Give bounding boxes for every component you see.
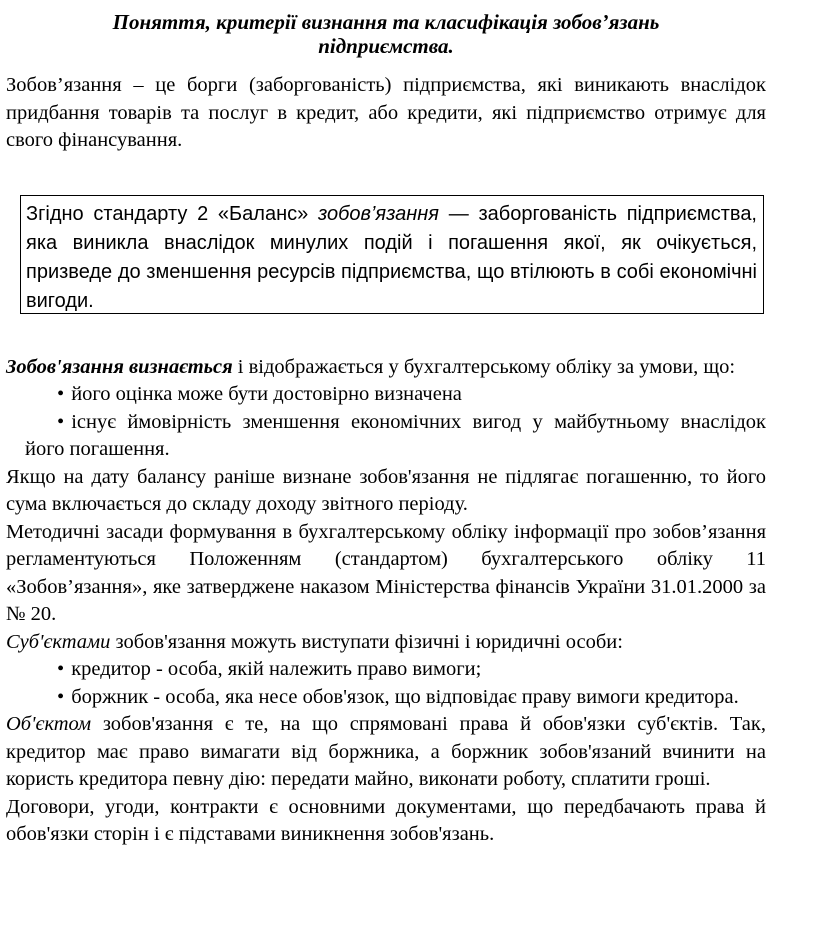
object-paragraph (6, 711, 766, 794)
bullet-icon: • (57, 410, 65, 433)
standard-text-post: — заборгованість підприємства, яка виникла внаслідок минулих подій і погашення якої, як очікується, призведе до зменшення ресурсів підприємства, що втілюють в собі економічні вигоди. (26, 202, 757, 312)
recognition-bullet-2-text: існує ймовірність зменшення економічних вигод у майбутньому внаслідок його погашення. (25, 410, 766, 461)
recognition-bullet-1 (25, 381, 766, 409)
subjects-rest: зобов'язання можуть виступати фізичні і юридичні особи: (110, 630, 623, 653)
standard-definition-text (26, 200, 757, 314)
subjects-bullet-2 (25, 684, 766, 712)
subjects-bullet-1-text: кредитор - особа, якій належить право вимоги; (71, 658, 482, 681)
bullet-icon: • (57, 658, 65, 681)
standard-definition-box (20, 195, 764, 314)
subjects-bullet-1 (25, 656, 766, 684)
recognition-paragraph (6, 354, 766, 382)
subjects-bullet-2-text: боржник - особа, яка несе обов'язок, що відповідає праву вимоги кредитора. (71, 685, 739, 708)
methodology-paragraph: Методичні засади формування в бухгалтерському обліку інформації про зобов’язання регламентуються Положенням (стандартом) бухгалтерського обліку 11 «Зобов’язання», яке затверджене наказом Міністерства фінансів України 31.01.2000 за № 20. (6, 520, 766, 626)
recognition-lead: Зобов'язання визнається (6, 355, 233, 378)
recognition-rest: і відображається у бухгалтерському обліку за умови, що: (232, 355, 736, 378)
subjects-lead: Суб'єктами (6, 630, 111, 653)
recognition-bullet-2 (25, 409, 766, 464)
intro-paragraph: Зобов’язання – це борги (заборгованість) підприємства, які виникають внаслідок придбання товарів та послуг в кредит, або кредити, які підприємство отримує для свого фінансування. (6, 74, 766, 152)
recognition-bullet-1-text: його оцінка може бути достовірно визначена (71, 383, 462, 406)
standard-text-pre: Згідно стандарту 2 «Баланс» (26, 202, 318, 225)
subjects-paragraph (6, 629, 766, 657)
object-lead: Об'єктом (6, 713, 92, 736)
object-rest: зобов'язання є те, на що спрямовані права й обов'язки суб'єктів. Так, кредитор має право вимагати від боржника, а боржник зобов'язаний вчинити на користь кредитора певну дію: передати майно, виконати роботу, сплатити гроші. (6, 713, 766, 791)
page-title: Поняття, критерії визнання та класифікація зобов’язань підприємства. (112, 10, 660, 59)
standard-term-italic: зобов’язання (317, 202, 439, 225)
documents-paragraph: Договори, угоди, контракти є основними документами, що передбачають права й обов'язки сторін і є підставами виникнення зобов'язань. (6, 795, 766, 846)
bullet-icon: • (57, 383, 65, 406)
bullet-icon: • (57, 685, 65, 708)
balance-note-paragraph: Якщо на дату балансу раніше визнане зобов'язання не підлягає погашенню, то його сума включається до складу доходу звітного періоду. (6, 465, 766, 516)
